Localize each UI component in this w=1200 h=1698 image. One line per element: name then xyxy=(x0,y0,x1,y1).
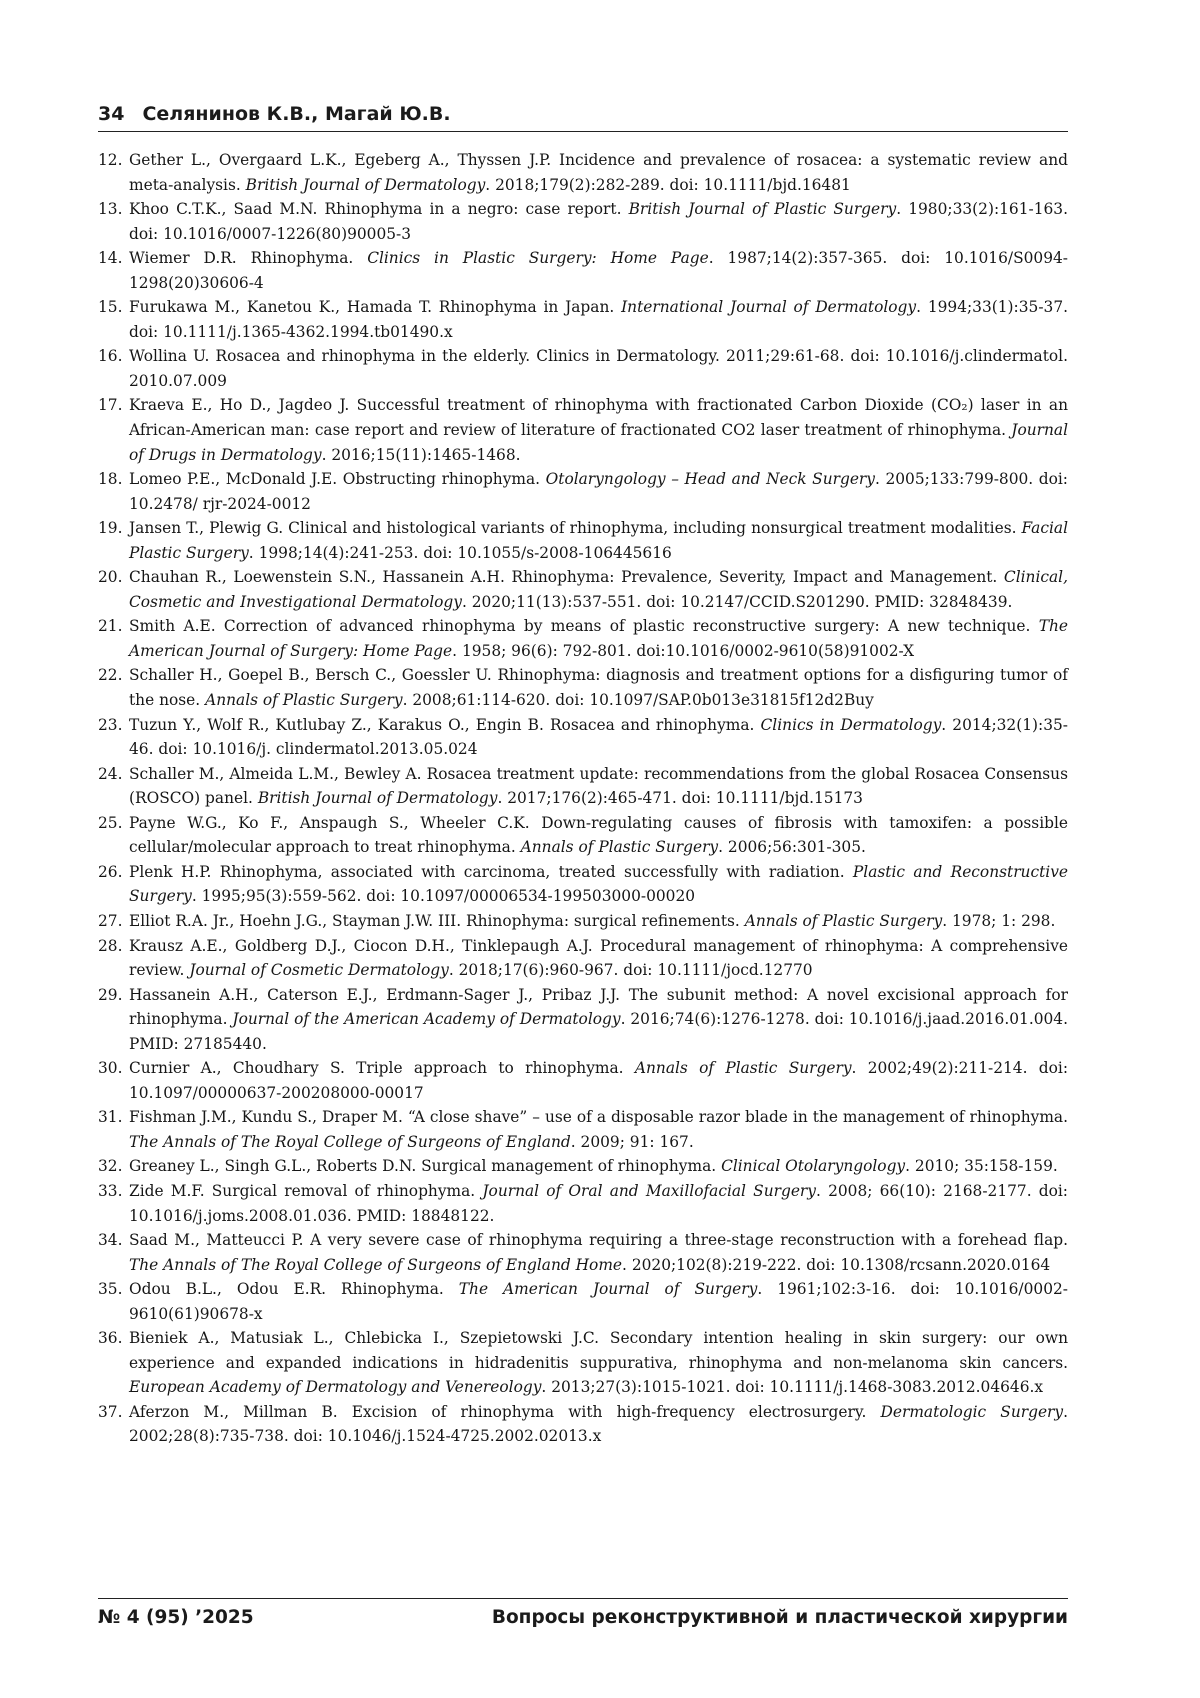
page-number: 34 xyxy=(98,103,125,125)
reference-item xyxy=(98,860,1068,909)
reference-details: . 1994;33(1):35-37. doi: 10.1111/j.1365-4362.1994.tb01490.x xyxy=(129,298,1069,341)
reference-number: 22. xyxy=(98,666,123,685)
reference-item xyxy=(98,762,1068,811)
reference-item xyxy=(98,295,1068,344)
reference-text: Khoo C.T.K., Saad M.N. Rhinophyma in a negro: case report. xyxy=(129,200,629,219)
reference-text: Zide M.F. Surgical removal of rhinophyma. xyxy=(129,1181,483,1200)
reference-details: . 2008; 66(10): 2168-2177. doi: 10.1016/j.joms.2008.01.036. PMID: 18848122. xyxy=(129,1181,1068,1225)
reference-journal: Journal of the American Academy of Dermatology xyxy=(232,1010,621,1029)
reference-details: . 2020;11(13):537-551. doi: 10.2147/CCID.S201290. PMID: 32848439. xyxy=(461,592,1013,611)
reference-journal: Annals of Plastic Surgery xyxy=(520,838,719,857)
reference-details: . 1961;102:3-16. doi: 10.1016/0002-9610(61)90678-x xyxy=(129,1280,1068,1323)
header-rule xyxy=(98,131,1068,132)
reference-journal: Plastic and Reconstructive Surgery xyxy=(129,862,1068,906)
reference-number: 32. xyxy=(98,1157,123,1176)
reference-text: Elliot R.A. Jr., Hoehn J.G., Stayman J.W. III. Rhinophyma: surgical refinements. xyxy=(129,911,745,930)
reference-number: 25. xyxy=(98,813,123,832)
reference-journal: The American Journal of Surgery xyxy=(458,1280,758,1299)
issue-number: № 4 (95) ’2025 xyxy=(98,1607,254,1628)
reference-journal: Facial Plastic Surgery xyxy=(129,519,1068,562)
reference-details: . 2002;28(8):735-738. doi: 10.1046/j.1524-4725.2002.02013.x xyxy=(129,1402,1069,1446)
reference-item xyxy=(98,1326,1068,1400)
reference-number: 21. xyxy=(98,617,123,636)
reference-number: 18. xyxy=(98,470,123,489)
reference-item xyxy=(98,344,1068,393)
reference-item xyxy=(98,467,1068,516)
reference-journal: Clinics in Plastic Surgery: Home Page xyxy=(367,249,709,268)
reference-number: 14. xyxy=(98,249,123,268)
reference-text: Greaney L., Singh G.L., Roberts D.N. Surgical management of rhinophyma. xyxy=(129,1157,722,1176)
reference-text: Krausz A.E., Goldberg D.J., Ciocon D.H., Tinklepaugh A.J. Procedural management of rhinophyma: A comprehensive review. xyxy=(129,936,1068,980)
reference-number: 20. xyxy=(98,568,123,587)
reference-item xyxy=(98,811,1068,860)
reference-number: 36. xyxy=(98,1329,123,1348)
reference-journal: International Journal of Dermatology xyxy=(621,298,917,317)
reference-text: Plenk H.P. Rhinophyma, associated with carcinoma, treated successfully with radiation. xyxy=(129,862,853,881)
reference-details: . 2005;133:799-800. doi: 10.2478/ rjr-2024-0012 xyxy=(129,470,1068,513)
reference-details: . 2016;74(6):1276-1278. doi: 10.1016/j.jaad.2016.01.004. PMID: 27185440. xyxy=(129,1010,1068,1053)
reference-text: Chauhan R., Loewenstein S.N., Hassanein A.H. Rhinophyma: Prevalence, Severity, Impact and Management. xyxy=(129,568,1004,587)
reference-details: . 1995;95(3):559-562. doi: 10.1097/00006534-199503000-00020 xyxy=(191,887,696,906)
reference-text: Aferzon M., Millman B. Excision of rhinophyma with high-frequency electrosurgery. xyxy=(129,1402,881,1421)
reference-text: Saad M., Matteucci P. A very severe case of rhinophyma requiring a three-stage reconstruction with a forehead flap. xyxy=(129,1231,1068,1250)
reference-item xyxy=(98,1228,1068,1277)
reference-details: . 1987;14(2):357-365. doi: 10.1016/S0094-1298(20)30606-4 xyxy=(129,249,1068,292)
running-header xyxy=(98,100,1068,128)
reference-number: 29. xyxy=(98,985,123,1004)
reference-journal: Clinics in Dermatology xyxy=(760,715,942,734)
reference-details: . 2017;176(2):465-471. doi: 10.1111/bjd.15173 xyxy=(497,789,863,808)
reference-details: . 2009; 91: 167. xyxy=(570,1132,694,1151)
reference-text: Hassanein A.H., Caterson E.J., Erdmann-Sager J., Pribaz J.J. The subunit method: A novel excisional approach for rhinophyma. xyxy=(129,985,1068,1029)
reference-number: 27. xyxy=(98,911,123,930)
reference-number: 15. xyxy=(98,298,123,317)
reference-details: . 2018;17(6):960-967. doi: 10.1111/jocd.12770 xyxy=(448,961,813,980)
reference-journal: Journal of Cosmetic Dermatology xyxy=(189,961,449,980)
reference-number: 35. xyxy=(98,1280,123,1299)
reference-journal: Annals of Plastic Surgery xyxy=(744,911,943,930)
reference-item xyxy=(98,983,1068,1057)
reference-item xyxy=(98,516,1068,565)
reference-number: 30. xyxy=(98,1059,123,1078)
reference-details: . 1978; 1: 298. xyxy=(942,911,1056,930)
reference-number: 19. xyxy=(98,519,123,538)
reference-text: Kraeva E., Ho D., Jagdeo J. Successful treatment of rhinophyma with fractionated Carbon Dioxide (CO₂) laser in an African-American man: case report and review of literature of fractionated CO2 laser treatment of rhinophyma. xyxy=(129,396,1068,440)
reference-journal: European Academy of Dermatology and Venereology xyxy=(129,1378,542,1397)
reference-journal: Clinical, Cosmetic and Investigational Dermatology xyxy=(129,568,1068,611)
reference-item xyxy=(98,614,1068,663)
reference-text: Odou B.L., Odou E.R. Rhinophyma. xyxy=(129,1280,459,1299)
header-authors: Селянинов К.В., Магай Ю.В. xyxy=(142,103,451,125)
reference-journal: Journal of Drugs in Dermatology xyxy=(129,421,1068,464)
reference-item xyxy=(98,393,1068,467)
reference-item xyxy=(98,565,1068,614)
reference-item xyxy=(98,148,1068,197)
reference-journal: The Annals of The Royal College of Surgeons of England xyxy=(129,1132,571,1151)
reference-number: 24. xyxy=(98,764,123,783)
footer-rule xyxy=(98,1598,1068,1599)
reference-number: 34. xyxy=(98,1231,123,1250)
reference-text: Payne W.G., Ko F., Anspaugh S., Wheeler C.K. Down-regulating causes of fibrosis with tamoxifen: a possible cellular/molecular approach to treat rhinophyma. xyxy=(129,813,1068,857)
reference-item xyxy=(98,1105,1068,1154)
reference-number: 12. xyxy=(98,151,123,169)
reference-text: Furukawa M., Kanetou K., Hamada T. Rhinophyma in Japan. xyxy=(129,298,622,317)
reference-details: . 1980;33(2):161-163. doi: 10.1016/0007-1226(80)90005-3 xyxy=(129,200,1068,243)
reference-journal: Journal of Oral and Maxillofacial Surgery xyxy=(482,1181,816,1200)
reference-details: . 2016;15(11):1465-1468. xyxy=(321,445,521,464)
reference-details: . 2010; 35:158-159. xyxy=(905,1157,1058,1176)
reference-journal: British Journal of Dermatology xyxy=(257,789,498,808)
reference-text: Schaller M., Almeida L.M., Bewley A. Rosacea treatment update: recommendations from the global Rosacea Consensus (ROSCO) panel. xyxy=(129,764,1068,808)
reference-journal: The Annals of The Royal College of Surgeons of England Home xyxy=(129,1255,623,1274)
reference-journal: Otolaryngology – Head and Neck Surgery xyxy=(545,470,875,489)
reference-details: . 2020;102(8):219-222. doi: 10.1308/rcsann.2020.0164 xyxy=(622,1255,1051,1274)
reference-journal: Clinical Otolaryngology xyxy=(721,1157,906,1176)
reference-journal: Dermatologic Surgery xyxy=(880,1402,1064,1421)
reference-details: . 2008;61:114-620. doi: 10.1097/SAP.0b013e31815f12d2Buy xyxy=(402,691,874,710)
reference-text: Gether L., Overgaard L.K., Egeberg A., Thyssen J.P. Incidence and prevalence of rosacea: a systematic review and meta-analysis. xyxy=(129,151,1068,194)
reference-journal: British Journal of Plastic Surgery xyxy=(628,200,897,219)
reference-text: Wollina U. Rosacea and rhinophyma in the elderly. Clinics in Dermatology. 2011;29:61-68. doi: 10.1016/j.clindermatol. 2010.07.009 xyxy=(129,347,1068,390)
reference-journal: The American Journal of Surgery: Home Page xyxy=(129,617,1068,660)
reference-number: 31. xyxy=(98,1108,123,1127)
reference-text: Fishman J.M., Kundu S., Draper M. “A close shave” – use of a disposable razor blade in the management of rhinophyma. xyxy=(129,1108,1068,1127)
reference-item xyxy=(98,246,1068,295)
reference-text: Wiemer D.R. Rhinophyma. xyxy=(129,249,368,268)
reference-number: 26. xyxy=(98,862,123,881)
reference-journal: British Journal of Dermatology xyxy=(245,175,486,194)
reference-text: Smith A.E. Correction of advanced rhinophyma by means of plastic reconstructive surgery: A new technique. xyxy=(129,617,1039,636)
reference-number: 23. xyxy=(98,715,123,734)
reference-list xyxy=(98,148,1068,1449)
reference-text: Lomeo P.E., McDonald J.E. Obstructing rhinophyma. xyxy=(129,470,546,489)
reference-item xyxy=(98,1277,1068,1326)
reference-text: Schaller H., Goepel B., Bersch C., Goessler U. Rhinophyma: diagnosis and treatment options for a disfiguring tumor of the nose. xyxy=(129,666,1068,710)
running-footer xyxy=(98,1604,1068,1632)
reference-details: . 2014;32(1):35-46. doi: 10.1016/j. clindermatol.2013.05.024 xyxy=(129,715,1068,759)
reference-item xyxy=(98,713,1068,762)
reference-text: Tuzun Y., Wolf R., Kutlubay Z., Karakus O., Engin B. Rosacea and rhinophyma. xyxy=(129,715,761,734)
reference-number: 28. xyxy=(98,936,123,955)
reference-journal: Annals of Plastic Surgery xyxy=(634,1059,852,1078)
reference-number: 37. xyxy=(98,1402,123,1421)
reference-details: . 1958; 96(6): 792-801. doi:10.1016/0002-9610(58)91002-X xyxy=(452,641,915,660)
reference-item xyxy=(98,909,1068,934)
reference-item xyxy=(98,934,1068,983)
reference-details: . 2013;27(3):1015-1021. doi: 10.1111/j.1468-3083.2012.04646.x xyxy=(541,1378,1044,1397)
reference-text: Bieniek A., Matusiak L., Chlebicka I., Szepietowski J.C. Secondary intention healing in skin surgery: our own experience and expanded indications in hidradenitis suppurativa, rhinophyma and non-melanoma skin cancers. xyxy=(129,1329,1068,1372)
reference-details: . 1998;14(4):241-253. doi: 10.1055/s-2008-106445616 xyxy=(248,543,672,562)
reference-item xyxy=(98,1179,1068,1228)
reference-details: . 2006;56:301-305. xyxy=(718,838,866,857)
journal-title: Вопросы реконструктивной и пластической хирургии xyxy=(491,1607,1068,1628)
reference-text: Curnier A., Choudhary S. Triple approach to rhinophyma. xyxy=(129,1059,635,1078)
reference-journal: Annals of Plastic Surgery xyxy=(205,691,403,710)
reference-number: 17. xyxy=(98,396,123,415)
reference-text: Jansen T., Plewig G. Clinical and histological variants of rhinophyma, including nonsurgical treatment modalities. xyxy=(129,519,1022,538)
reference-item xyxy=(98,663,1068,712)
reference-details: . 2002;49(2):211-214. doi: 10.1097/00000637-200208000-00017 xyxy=(129,1059,1069,1102)
reference-item xyxy=(98,1056,1068,1105)
reference-number: 33. xyxy=(98,1181,123,1200)
reference-details: . 2018;179(2):282-289. doi: 10.1111/bjd.16481 xyxy=(485,175,851,194)
reference-item xyxy=(98,1154,1068,1179)
reference-item xyxy=(98,197,1068,246)
reference-number: 16. xyxy=(98,347,123,366)
reference-number: 13. xyxy=(98,200,123,219)
reference-item xyxy=(98,1400,1068,1449)
